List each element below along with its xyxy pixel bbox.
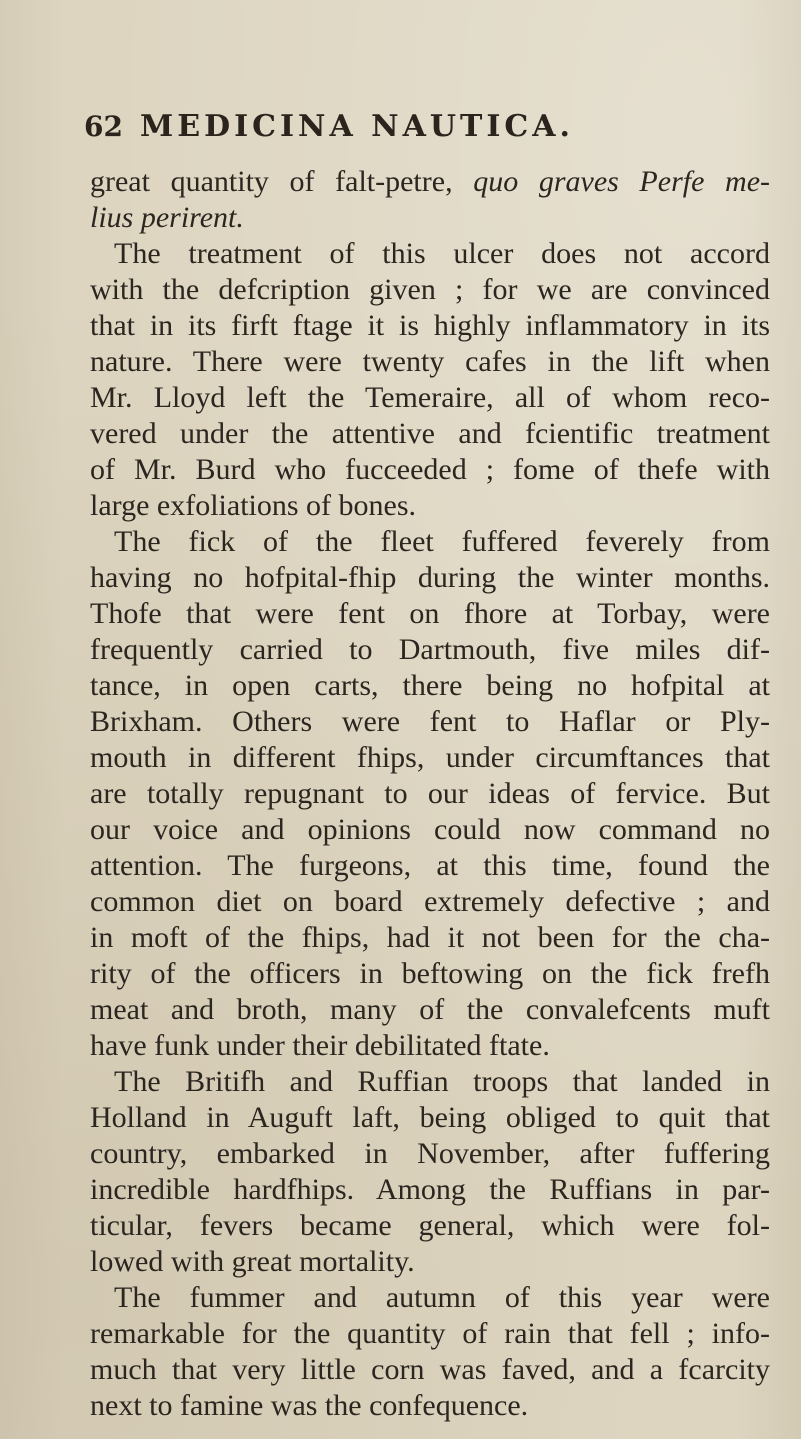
- text-line: ticular, fevers became general, which were fol-: [90, 1209, 770, 1242]
- text-line: nature. There were twenty cafes in the lift when: [90, 345, 770, 378]
- paragraph-start-line: The fick of the fleet fuffered feverely from: [114, 525, 770, 558]
- body-text: [90, 164, 770, 1424]
- text-line: remarkable for the quantity of rain that fell ; info-: [90, 1317, 770, 1350]
- text-line: Mr. Lloyd left the Temeraire, all of whom reco-: [90, 381, 770, 414]
- text-line: meat and broth, many of the convalefcents muft: [90, 993, 770, 1026]
- text-line: tance, in open carts, there being no hofpital at: [90, 669, 770, 702]
- text-line: incredible hardfhips. Among the Ruffians in par-: [90, 1173, 770, 1206]
- text-line: lowed with great mortality.: [90, 1245, 415, 1278]
- text-line: vered under the attentive and fcientific treatment: [90, 417, 770, 450]
- text-line: are totally repugnant to our ideas of fervice. But: [90, 777, 770, 810]
- text-line: large exfoliations of bones.: [90, 489, 417, 522]
- text-line: rity of the officers in beftowing on the fick frefh: [90, 957, 770, 990]
- paragraph-start-line: The treatment of this ulcer does not accord: [114, 237, 770, 270]
- text-line: have funk under their debilitated ftate.: [90, 1029, 550, 1062]
- paragraph-start-line: The Britifh and Ruffian troops that landed in: [114, 1065, 770, 1098]
- text-line: Brixham. Others were fent to Haflar or Ply-: [90, 705, 770, 738]
- text-line: in moft of the fhips, had it not been for the cha-: [90, 921, 770, 954]
- text-line: attention. The furgeons, at this time, found the: [90, 849, 770, 882]
- running-title: MEDICINA NAUTICA.: [140, 109, 574, 144]
- text-line: lius perirent.: [90, 201, 244, 234]
- text-line: having no hofpital-fhip during the winter months.: [90, 561, 770, 594]
- text-line: great quantity of falt-petre, quo graves Perfe me-: [90, 165, 770, 198]
- text-line: mouth in different fhips, under circumftances that: [90, 741, 770, 774]
- text-line: Thofe that were fent on fhore at Torbay, were: [90, 597, 770, 630]
- text-line: that in its firft ftage it is highly inflammatory in its: [90, 309, 770, 342]
- text-line: of Mr. Burd who fucceeded ; fome of thefe with: [90, 453, 770, 486]
- text-line: Holland in Auguft laft, being obliged to quit that: [90, 1101, 770, 1134]
- text-line: frequently carried to Dartmouth, five miles dif-: [90, 633, 770, 666]
- text-line: much that very little corn was faved, and a fcarcity: [90, 1353, 770, 1386]
- text-line: country, embarked in November, after fuffering: [90, 1137, 770, 1170]
- text-line: common diet on board extremely defective ; and: [90, 885, 770, 918]
- paragraph-start-line: The fummer and autumn of this year were: [114, 1281, 770, 1314]
- text-line: our voice and opinions could now command no: [90, 813, 770, 846]
- text-line: next to famine was the confequence.: [90, 1389, 529, 1422]
- running-head: [84, 107, 764, 147]
- page-number: 62: [84, 110, 123, 143]
- text-line: with the defcription given ; for we are convinced: [90, 273, 770, 306]
